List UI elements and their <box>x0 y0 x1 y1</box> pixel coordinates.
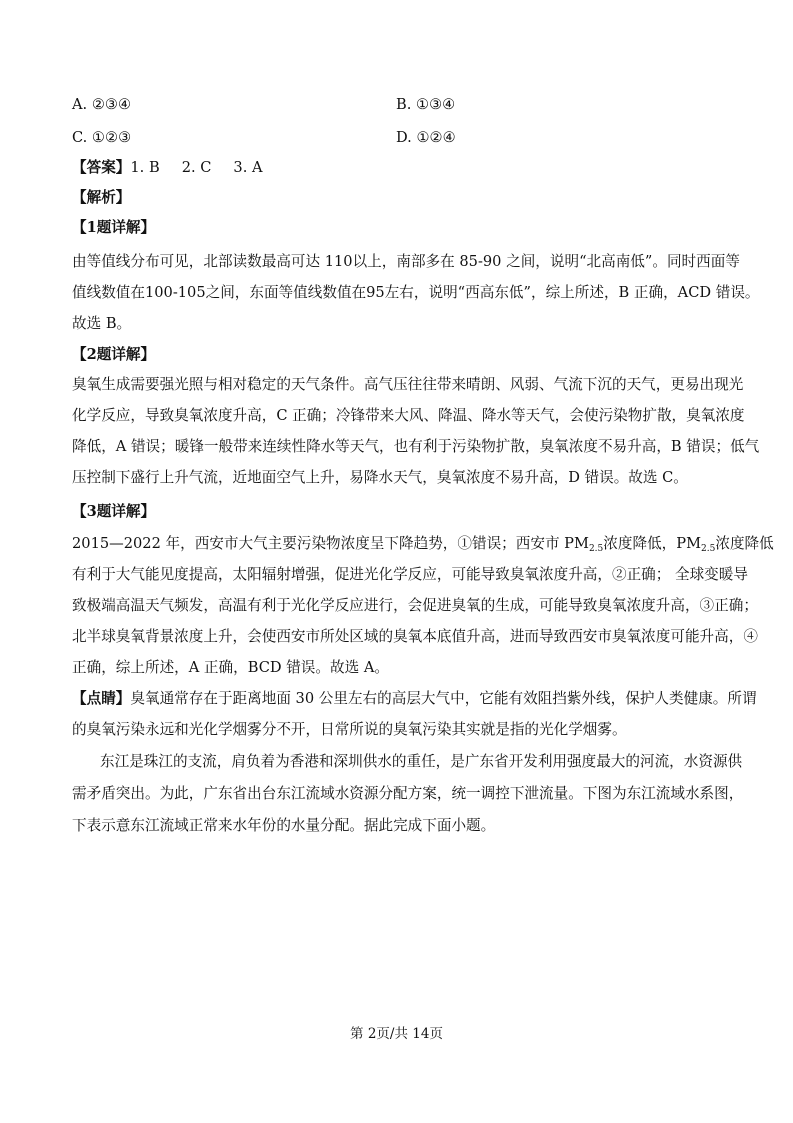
q1-text-line: 值线数值在100-105之间，东面等值线数值在95左右，说明“西高东低”，综上所述，B 正确，ACD 错误。 <box>72 284 760 301</box>
answer-q3: 3. A <box>233 159 263 176</box>
pm-subscript: 2.5 <box>701 544 716 554</box>
option-d: D. ①②④ <box>396 129 456 146</box>
intro-text-line: 需矛盾突出。为此，广东省出台东江流域水资源分配方案，统一调控下泄流量。下图为东江流域水系图， <box>72 785 744 802</box>
tip-text: 臭氧通常存在于距离地面 30 公里左右的高层大气中，它能有效阻挡紫外线，保护人类健康。所谓 <box>130 690 757 707</box>
tip-text-line: 的臭氧污染永远和光化学烟雾分不开，日常所说的臭氧污染其实就是指的光化学烟雾。 <box>72 721 627 738</box>
q3-text-line <box>72 534 774 559</box>
option-c: C. ①②③ <box>72 129 132 146</box>
tip-line <box>72 689 757 709</box>
q3-text-segment: 2015—2022 年，西安市大气主要污染物浓度呈下降趋势，①错误；西安市 PM <box>72 535 589 552</box>
q2-text-line: 降低，A 错误；暖锋一般带来连续性降水等天气，也有利于污染物扩散，臭氧浓度不易升高，B 错误；低气 <box>72 438 760 455</box>
page-footer: 第 2页/共 14页 <box>350 1026 443 1042</box>
answer-line <box>72 158 263 178</box>
answer-q2: 2. C <box>181 159 212 176</box>
intro-text-line: 东江是珠江的支流，肩负着为香港和深圳供水的重任，是广东省开发利用强度最大的河流，水资源供 <box>100 753 743 770</box>
q3-text-line: 有利于大气能见度提高，太阳辐射增强，促进光化学反应，可能导致臭氧浓度升高，②正确； 全球变暖导 <box>72 566 748 583</box>
q3-text-line: 北半球臭氧背景浓度上升，会使西安市所处区域的臭氧本底值升高，进而导致西安市臭氧浓度可能升高，④ <box>72 628 758 645</box>
answer-q1: 1. B <box>130 159 160 176</box>
answer-label: 【答案】 <box>72 159 131 176</box>
q3-text-segment: 浓度降低 <box>715 535 774 552</box>
q3-text-line: 正确，综上所述，A 正确，BCD 错误。故选 A。 <box>72 659 389 676</box>
q2-text-line: 化学反应，导致臭氧浓度升高，C 正确；冷锋带来大风、降温、降水等天气，会使污染物扩散，臭氧浓度 <box>72 407 745 424</box>
q1-text-line: 由等值线分布可见，北部读数最高可达 110以上，南部多在 85-90 之间，说明“北高南低”。同时西面等 <box>72 253 740 270</box>
q2-text-line: 臭氧生成需要强光照与相对稳定的天气条件。高气压往往带来晴朗、风弱、气流下沉的天气，更易出现光 <box>72 376 744 393</box>
q3-text-segment: 浓度降低，PM <box>603 535 702 552</box>
q3-text-line: 致极端高温天气频发，高温有利于光化学反应进行，会促进臭氧的生成，可能导致臭氧浓度升高，③正确； <box>72 597 758 614</box>
q2-heading: 【2题详解】 <box>72 346 156 363</box>
q2-text-line: 压控制下盛行上升气流，近地面空气上升，易降水天气，臭氧浓度不易升高，D 错误。故选 C。 <box>72 469 688 486</box>
q3-heading: 【3题详解】 <box>72 503 156 520</box>
tip-label: 【点睛】 <box>72 690 131 707</box>
option-a: A. ②③④ <box>72 96 132 113</box>
q1-text-line: 故选 B。 <box>72 315 132 332</box>
analysis-label: 【解析】 <box>72 189 131 206</box>
option-b: B. ①③④ <box>396 96 456 113</box>
pm-subscript: 2.5 <box>588 544 604 554</box>
intro-text-line: 下表示意东江流域正常来水年份的水量分配。据此完成下面小题。 <box>72 817 496 834</box>
q1-heading: 【1题详解】 <box>72 219 156 236</box>
